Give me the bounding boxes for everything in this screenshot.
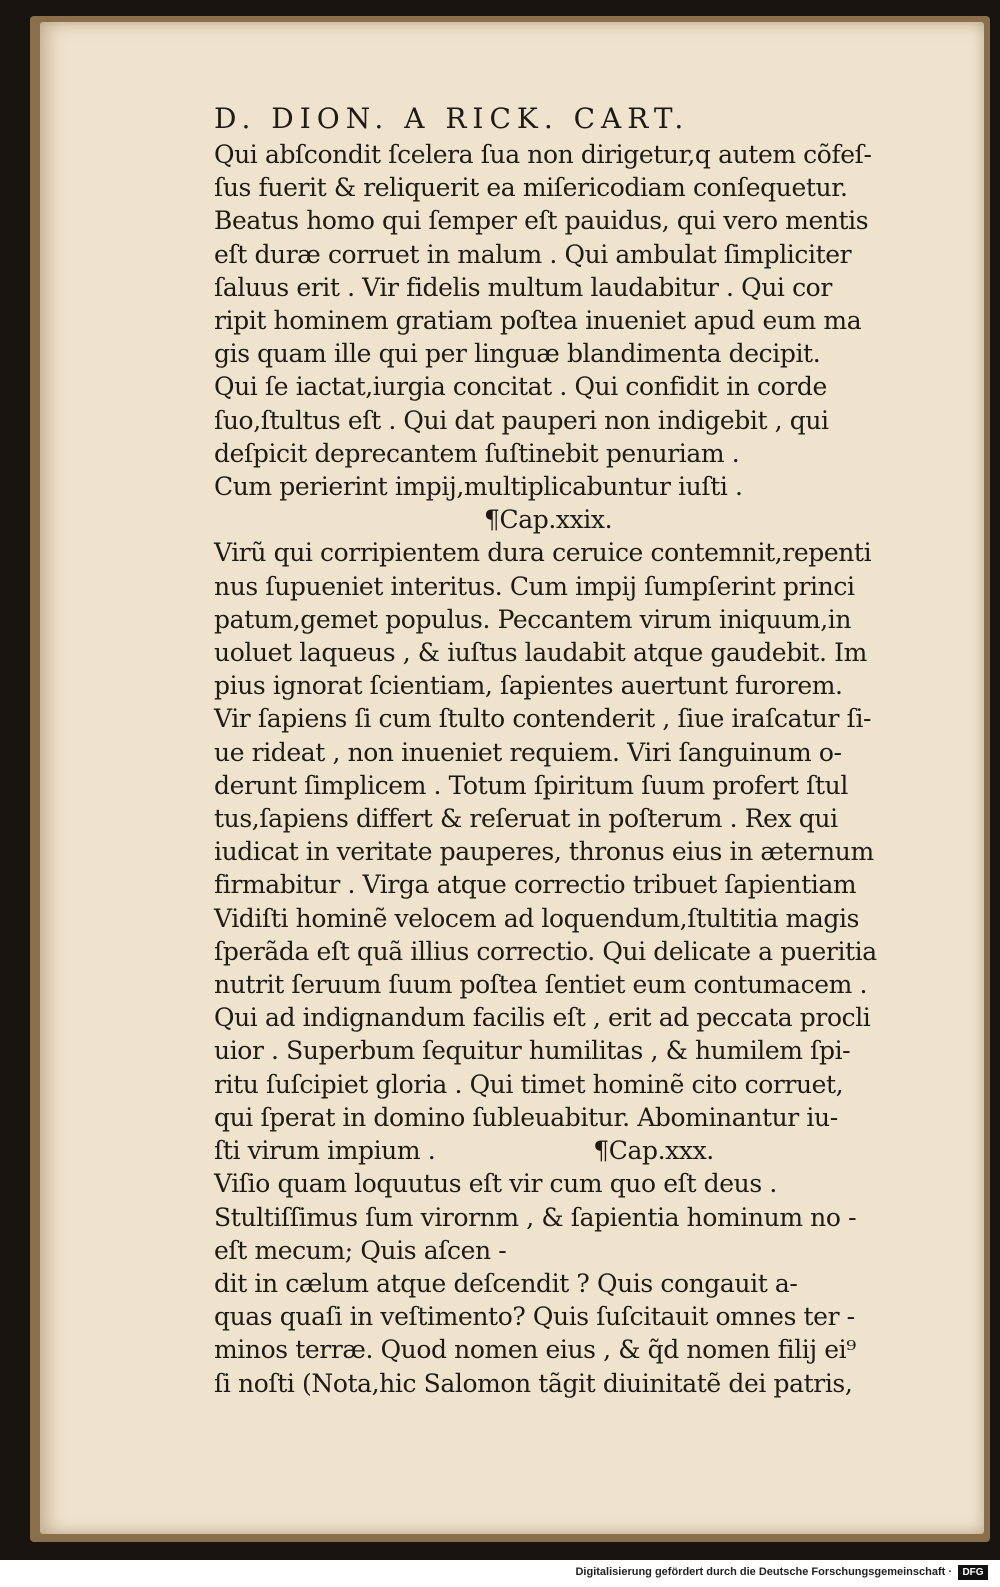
closing-text: ſti virum impium . [214, 1136, 436, 1166]
text-line: uoluet laqueus , & iuſtus laudabit atque gaudebit. Im [214, 638, 867, 668]
text-line: pius ignorat ſcientiam, ſapientes auertunt furorem. [214, 671, 843, 701]
text-section-xxix [214, 536, 934, 1134]
text-line: ſus fuerit & reliquerit ea miſericodiam conſequetur. [214, 173, 848, 203]
text-line: qui ſperat in domino ſubleuabitur. Abominantur iu- [214, 1102, 838, 1132]
text-line: Qui ſe iactat,iurgia concitat . Qui confidit in corde [214, 372, 827, 402]
text-line: Virũ qui corripientem dura ceruice contemnit,repenti [214, 538, 872, 568]
text-line: Vidiſti hominẽ velocem ad loquendum,ſtultitia magis [214, 903, 859, 933]
text-line: eſt mecum; Quis aſcen - [214, 1235, 507, 1265]
chapter-heading-xxx: ¶Cap.xxx. [593, 1136, 714, 1166]
text-line: eſt duræ corruet in malum . Qui ambulat ſimpliciter [214, 239, 852, 269]
text-line: derunt ſimplicem . Totum ſpiritum ſuum profert ſtul [214, 770, 848, 800]
text-line: ritu ſuſcipiet gloria . Qui timet hominẽ cito corruet, [214, 1069, 844, 1099]
text-line: gis quam ille qui per linguæ blandimenta decipit. [214, 339, 821, 369]
text-line: iudicat in veritate pauperes, thronus eius in æternum [214, 837, 874, 867]
text-line: nus ſupueniet interitus. Cum impij ſumpſerint princi [214, 571, 855, 601]
text-line: firmabitur . Virga atque correctio tribuet ſapientiam [214, 870, 857, 900]
text-line: deſpicit deprecantem ſuſtinebit penuriam . [214, 438, 740, 468]
text-line: Beatus homo qui ſemper eſt pauidus, qui vero mentis [214, 206, 869, 236]
text-line: ſaluus erit . Vir fidelis multum laudabitur . Qui cor [214, 272, 832, 302]
text-line: minos terræ. Quod nomen eius , & q̃d nomen filij ei⁹ [214, 1335, 856, 1365]
text-line: tus,ſapiens differt & reſeruat in poſterum . Rex qui [214, 804, 838, 834]
dfg-logo: DFG [958, 1565, 988, 1580]
text-line: Vir ſapiens ſi cum ſtulto contenderit , ſiue iraſcatur ſi- [214, 704, 872, 734]
running-header: D. DION. A RICK. CART. [214, 102, 690, 135]
text-line-closing [214, 1134, 934, 1167]
text-line: Qui ad indignandum facilis eſt , erit ad peccata procli [214, 1003, 871, 1033]
text-line: ſperãda eſt quã illius correctio. Qui delicate a pueritia [214, 936, 877, 966]
text-line: Viſio quam loquutus eſt vir cum quo eſt deus . [214, 1169, 777, 1199]
funding-credit: Digitalisierung gefördert durch die Deutsche Forschungsgemeinschaft · [575, 1566, 952, 1578]
chapter-heading-xxix: ¶Cap.xxix. [484, 505, 613, 535]
text-line: nutrit ſeruum ſuum poſtea ſentiet eum contumacem . [214, 970, 867, 1000]
text-line: ue rideat , non inueniet requiem. Viri ſanguinum o- [214, 737, 842, 767]
text-section-xxx [214, 1167, 934, 1399]
text-line: dit in cælum atque deſcendit ? Quis congauit a- [214, 1268, 798, 1298]
footer-bar [0, 1560, 1000, 1587]
text-line: uior . Superbum ſequitur humilitas , & humilem ſpi- [214, 1036, 851, 1066]
text-line: quas quaſi in veſtimento? Quis ſuſcitauit omnes ter - [214, 1302, 855, 1332]
text-line: Stultiſſimus ſum virornm , & ſapientia hominum no - [214, 1202, 857, 1232]
page-text [214, 100, 934, 1400]
text-line: ſi noſti (Nota,hic Salomon tãgit diuinitatẽ dei patris, [214, 1368, 853, 1398]
text-line: ſuo,ſtultus eſt . Qui dat pauperi non indigebit , qui [214, 405, 829, 435]
text-line: ripit hominem gratiam poſtea inueniet apud eum ma [214, 306, 862, 336]
text-line: patum,gemet populus. Peccantem virum iniquum,in [214, 604, 852, 634]
text-section-xxviii [214, 138, 934, 503]
text-line: Cum perierint impij,multiplicabuntur iuſti . [214, 472, 743, 502]
text-line: Qui abſcondit ſcelera ſua non dirigetur,q autem cõfeſ- [214, 140, 872, 169]
